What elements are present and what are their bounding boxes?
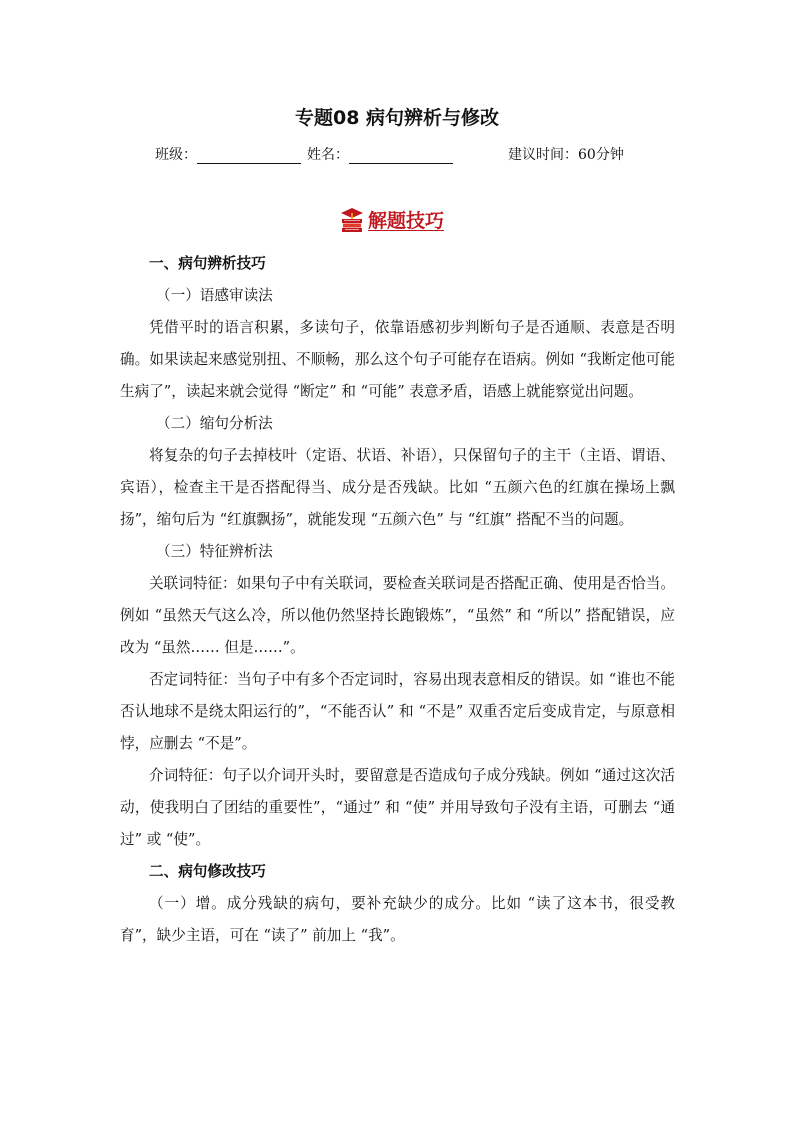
class-label: 班级： [155,147,197,163]
books-icon [340,207,364,233]
paragraph-preposition-feature: 介词特征：句子以介词开头时，要留意是否造成句子成分残缺。例如 “通过这次活动，使我明白了团结的重要性”，“通过” 和 “使” 并用导致句子没有主语，可删去 “通过” 或 “使”。 [120,767,675,848]
subheading-sentence-reduction: （二）缩句分析法 [156,415,273,432]
subheading-feature-analysis: （三）特征辨析法 [156,543,273,560]
heading-analysis-techniques: 一、病句辨析技巧 [149,255,266,272]
document-body [120,248,675,952]
heading-revision-techniques: 二、病句修改技巧 [149,863,266,880]
suggested-time: 建议时间：60分钟 [508,147,624,163]
paragraph-language-sense: 凭借平时的语言积累，多读句子，依靠语感初步判断句子是否通顺、表意是否明确。如果读起来感觉别扭、不顺畅，那么这个句子可能存在语病。例如 “我断定他可能生病了”，读起来就会觉得 “断定” 和 “可能” 表意矛盾，语感上就能察觉出问题。 [120,319,675,400]
paragraph-sentence-reduction: 将复杂的句子去掉枝叶（定语、状语、补语），只保留句子的主干（主语、谓语、宾语），检查主干是否搭配得当、成分是否残缺。比如 “五颜六色的红旗在操场上飘扬”，缩句后为 “红旗飘扬”，就能发现 “五颜六色” 与 “红旗” 搭配不当的问题。 [120,447,675,528]
paragraph-add-method: （一）增。成分残缺的病句，要补充缺少的成分。比如 “读了这本书，很受教育”，缺少主语，可在 “读了” 前加上 “我”。 [120,895,675,944]
name-blank [349,149,453,164]
subheading-language-sense: （一）语感审读法 [156,287,273,304]
name-label: 姓名： [307,147,349,163]
paragraph-conjunction-feature: 关联词特征：如果句子中有关联词，要检查关联词是否搭配正确、使用是否恰当。例如 “虽然天气这么冷，所以他仍然坚持长跑锻炼”，“虽然” 和 “所以” 搭配错误，应改为 “虽然…… 但是……”。 [120,575,675,656]
document-title: 专题08 病句辨析与修改 [294,107,500,129]
name-field [307,144,453,164]
section-label: 解题技巧 [368,210,445,232]
paragraph-negation-feature: 否定词特征：当句子中有多个否定词时，容易出现表意相反的错误。如 “谁也不能否认地球不是绕太阳运行的”，“不能否认” 和 “不是” 双重否定后变成肯定，与原意相悖，应删去 “不是”。 [120,671,675,752]
class-blank [197,149,301,164]
section-heading [340,206,444,233]
class-field [155,144,301,164]
